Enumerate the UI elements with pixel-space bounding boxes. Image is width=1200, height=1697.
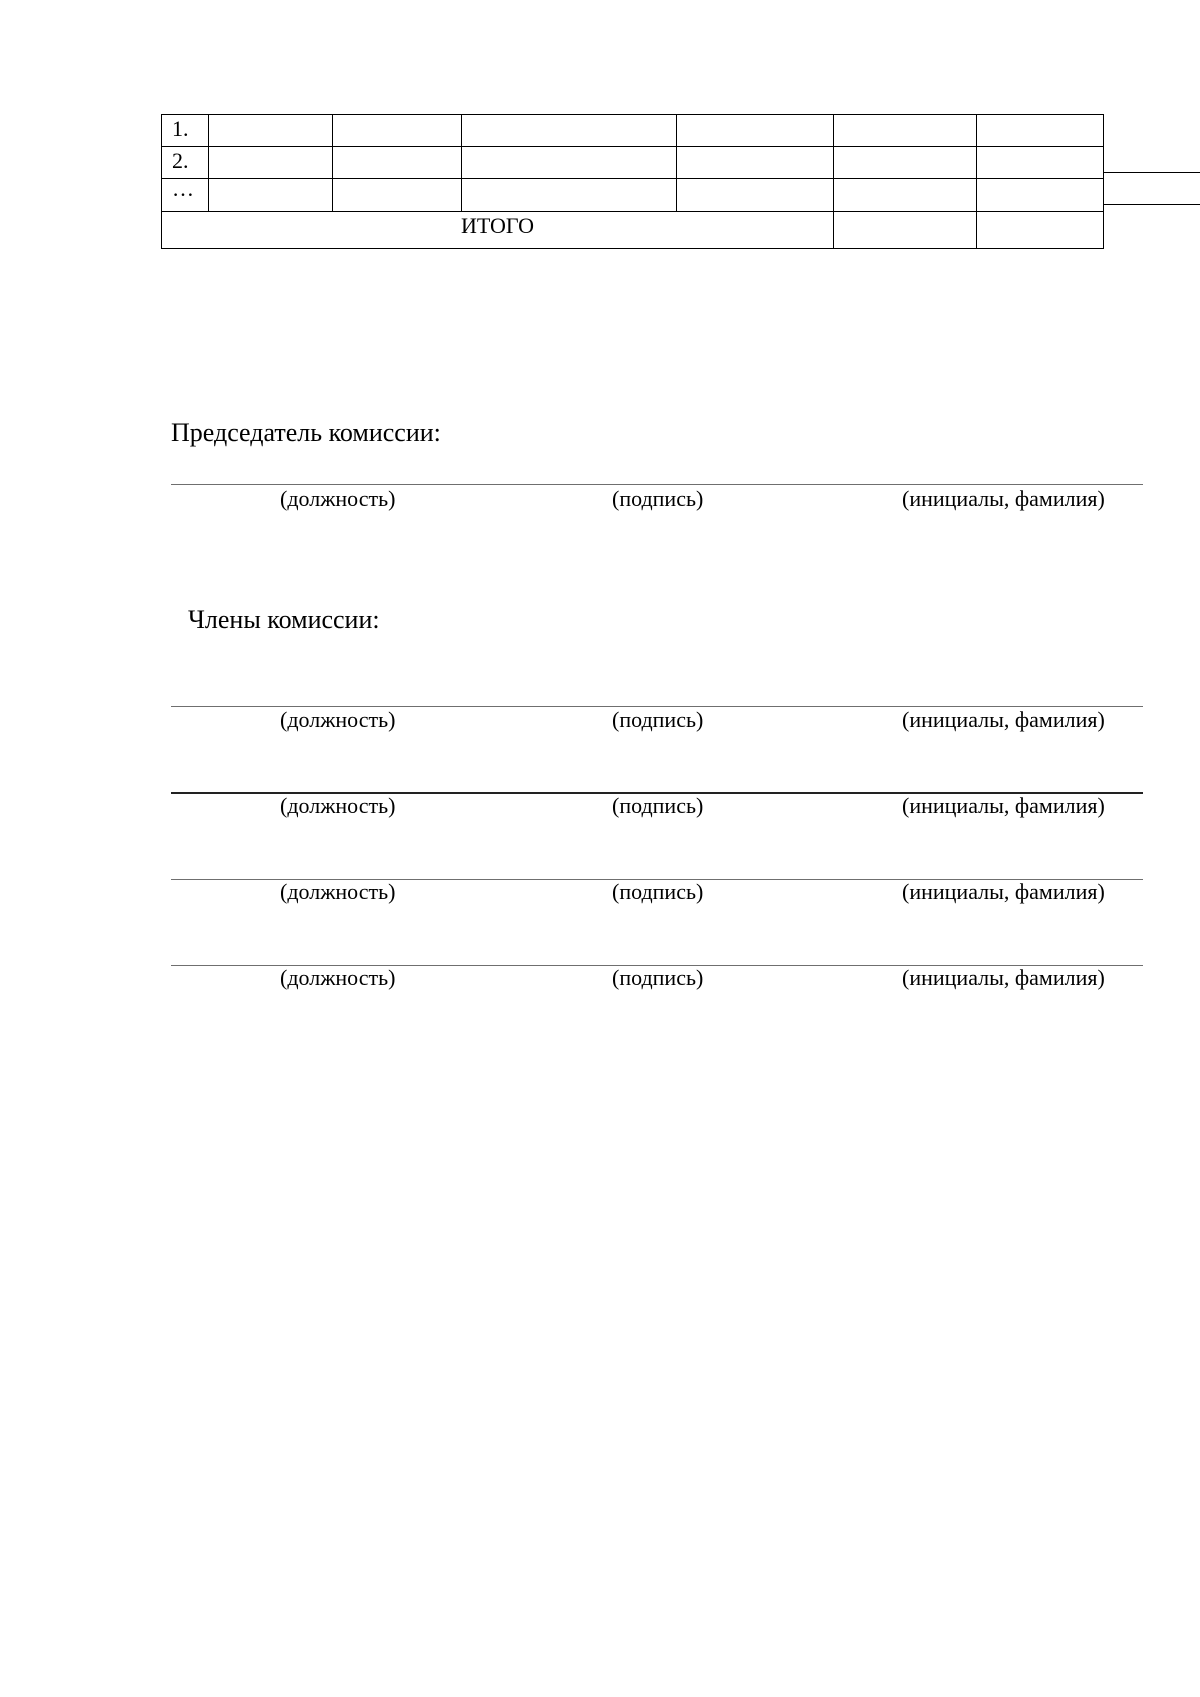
table-extension-line	[1103, 204, 1200, 205]
name-caption: (инициалы, фамилия)	[902, 965, 1105, 990]
table-cell	[677, 147, 834, 179]
position-caption: (должность)	[280, 879, 396, 904]
inventory-table	[161, 114, 1104, 249]
table-cell	[677, 179, 834, 212]
table-cell	[834, 115, 977, 147]
table-row	[162, 179, 1104, 212]
table-cell	[333, 115, 462, 147]
table-cell	[462, 147, 677, 179]
signature-caption: (подпись)	[612, 486, 704, 511]
signature-caption: (подпись)	[612, 793, 704, 818]
table-cell	[209, 115, 333, 147]
position-caption: (должность)	[280, 707, 396, 732]
table-cell	[209, 147, 333, 179]
table-cell	[462, 179, 677, 212]
table-row	[162, 115, 1104, 147]
table-cell	[977, 147, 1104, 179]
table-cell	[333, 147, 462, 179]
name-caption: (инициалы, фамилия)	[902, 793, 1105, 818]
name-caption: (инициалы, фамилия)	[902, 879, 1105, 904]
row-number: …	[162, 179, 209, 212]
table-cell	[977, 115, 1104, 147]
total-cell	[834, 212, 977, 249]
row-number: 2.	[162, 147, 209, 179]
table-cell	[834, 147, 977, 179]
signature-caption: (подпись)	[612, 707, 704, 732]
table-cell	[333, 179, 462, 212]
table-cell	[209, 179, 333, 212]
total-label: ИТОГО	[162, 212, 834, 249]
name-caption: (инициалы, фамилия)	[902, 486, 1105, 511]
table-cell	[834, 179, 977, 212]
table-row	[162, 147, 1104, 179]
total-cell	[977, 212, 1104, 249]
table-cell	[462, 115, 677, 147]
signature-caption: (подпись)	[612, 965, 704, 990]
chairman-heading: Председатель комиссии:	[171, 418, 441, 447]
table-extension-line	[1103, 172, 1200, 173]
name-caption: (инициалы, фамилия)	[902, 707, 1105, 732]
members-heading: Члены комиссии:	[188, 605, 380, 634]
table-cell	[677, 115, 834, 147]
row-number: 1.	[162, 115, 209, 147]
chairman-signature-line	[171, 484, 1143, 485]
position-caption: (должность)	[280, 486, 396, 511]
table-cell	[977, 179, 1104, 212]
signature-caption: (подпись)	[612, 879, 704, 904]
position-caption: (должность)	[280, 793, 396, 818]
position-caption: (должность)	[280, 965, 396, 990]
table-total-row	[162, 212, 1104, 249]
